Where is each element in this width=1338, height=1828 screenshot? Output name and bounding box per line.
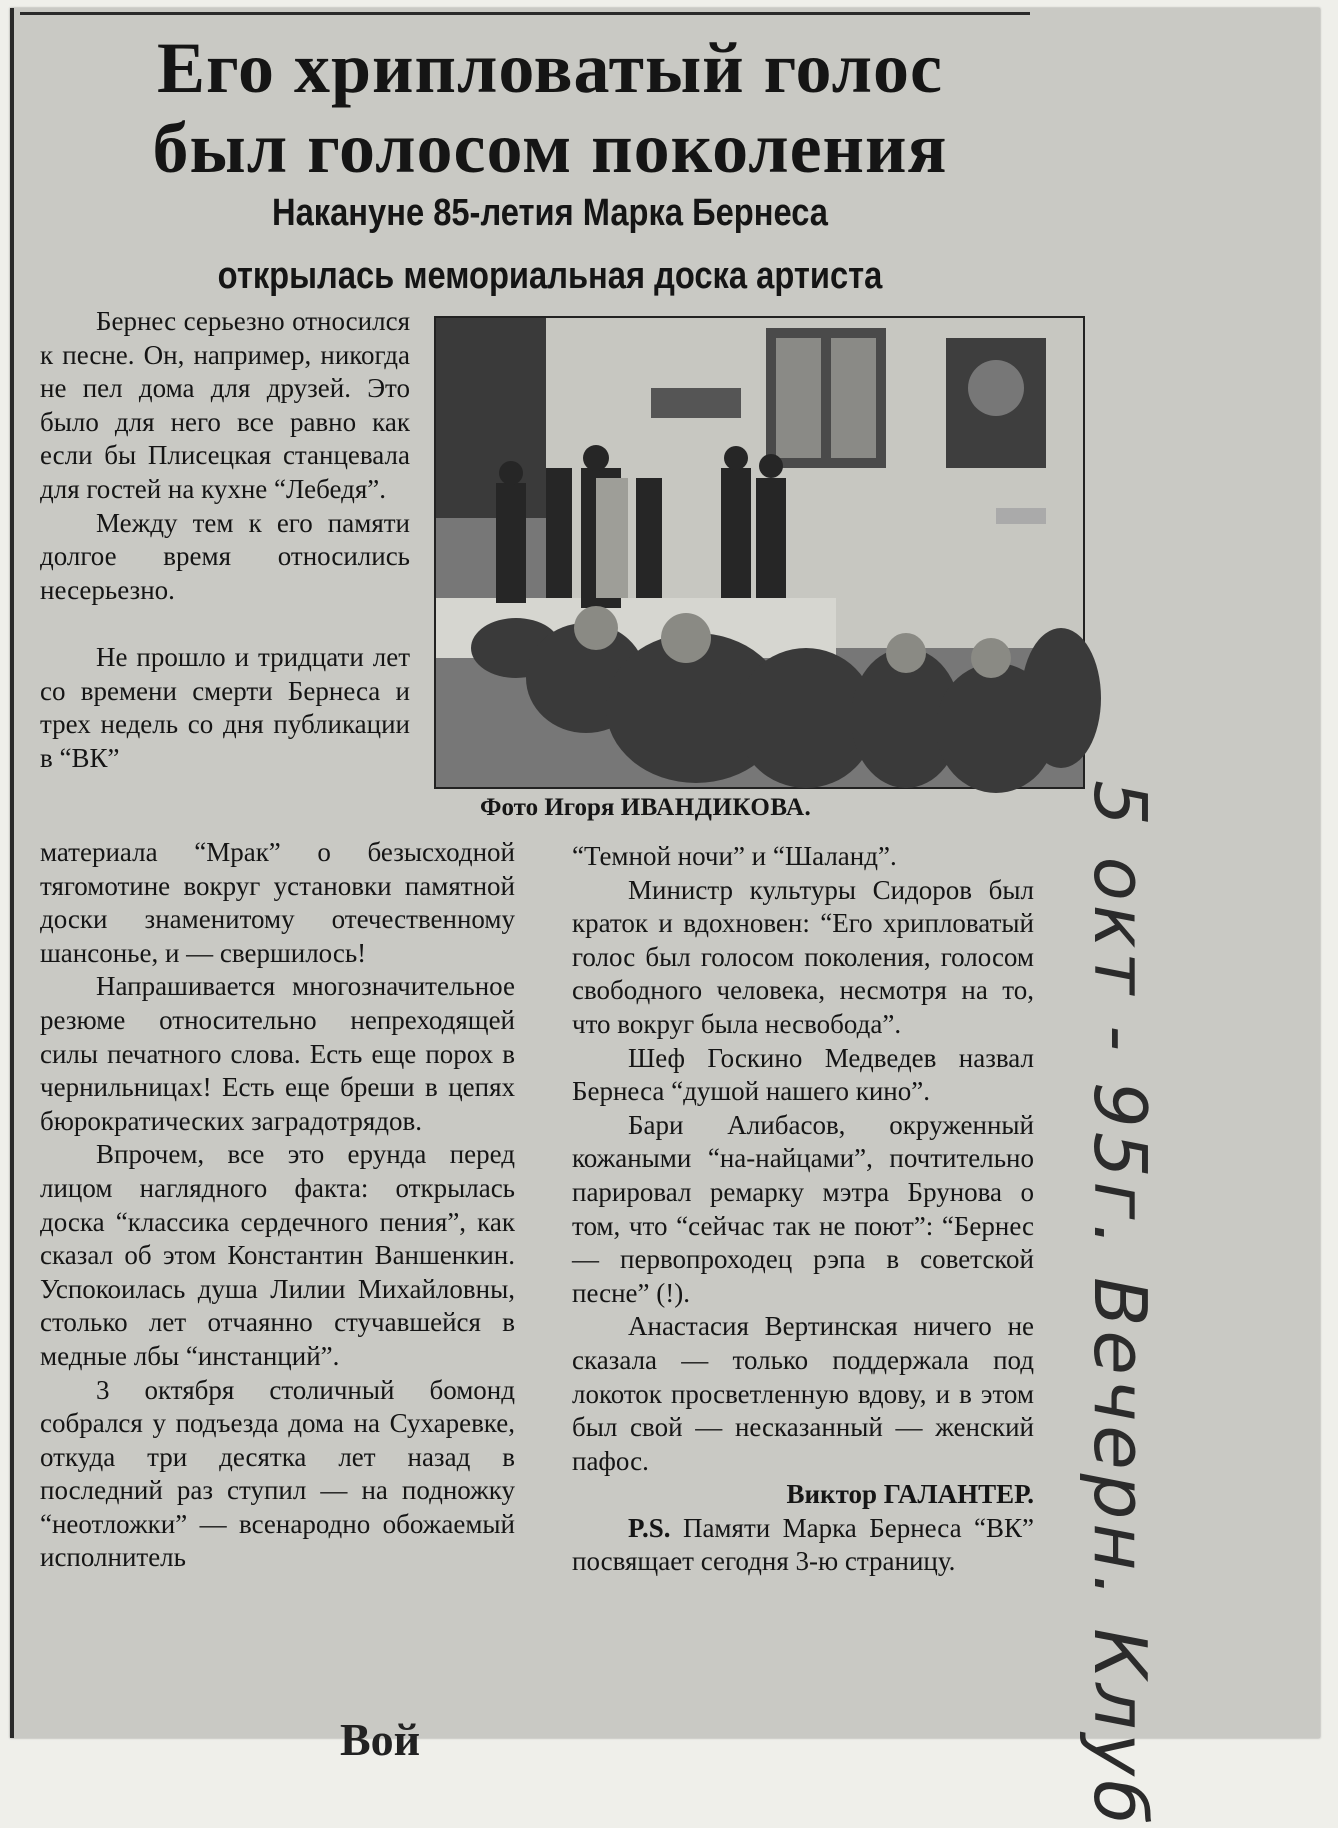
clipping-edge — [10, 8, 14, 1738]
article-column-1-bottom — [40, 836, 515, 1575]
article-column-1-top — [40, 305, 410, 775]
paragraph: Министр культуры Сидоров был краток и вдохновен: “Его хрипловатый голос был голосом поколения, голосом свободного человека, несмотря на то, что вокруг была несвобода”. — [572, 874, 1034, 1039]
article-column-2 — [572, 840, 1034, 1579]
postscript — [572, 1512, 1034, 1579]
memorial-photo — [434, 316, 1085, 789]
paragraph: Бернес серьезно относился к песне. Он, например, никогда не пел дома для друзей. Это было для него все равно как если бы Плисецкая станцевала для гостей на кухне “Лебедя”. — [40, 306, 410, 504]
headline-line-2: был голосом поколения — [152, 108, 948, 188]
photo-caption-prefix: Фото Игоря — [480, 794, 615, 821]
ps-text: Памяти Марка Бернеса “ВК” посвящает сегодня 3-ю страницу. — [572, 1512, 1035, 1577]
paragraph: Напрашивается многозначительное резюме относительно непреходящей силы печатного слова. Есть еще порох в чернильницах! Есть еще бреши в цепях бюрократических заградотрядов. — [40, 971, 515, 1136]
paragraph: “Темной ночи” и “Шаланд”. — [572, 841, 897, 871]
handwritten-note: 5 окт - 95г. Вечерн. Клуб — [1078, 780, 1162, 1828]
paragraph: Шеф Госкино Медведев назвал Бернеса “душой нашего кино”. — [572, 1042, 1034, 1107]
paragraph: Не прошло и тридцати лет со времени смерти Бернеса и трех недель со дня публикации в “ВК” — [40, 641, 410, 773]
ps-label: P.S. — [628, 1512, 671, 1543]
subheadline-line-2: открылась мемориальная доска артиста — [217, 255, 883, 297]
paragraph: Между тем к его памяти долгое время относились несерьезно. — [40, 507, 410, 605]
paragraph: Бари Алибасов, окруженный кожаными “на-найцами”, почтительно парировал ремарку мэтра Брунова о том, что “сейчас так не поют”: “Бернес — первопроходец рэпа в советской песне” (!). — [572, 1109, 1034, 1308]
subheadline-line-1: Накануне 85-летия Марка Бернеса — [271, 192, 828, 234]
memorial-photo-illustration — [436, 318, 1083, 787]
paragraph: материала “Мрак” о безысходной тягомотине вокруг установки памятной доски знаменитому отечественному шансонье, и — свершилось! — [40, 837, 515, 968]
top-rule — [20, 12, 1030, 15]
photo-caption-name: ИВАНДИКОВА. — [620, 794, 812, 821]
headline-line-1: Его хрипловатый голос — [157, 28, 943, 108]
paragraph: Анастасия Вертинская ничего не сказала — только поддержала под локоток просветленную вдову, и в этом был свой — несказанный — женский пафос. — [572, 1311, 1034, 1476]
photo-caption — [480, 794, 811, 822]
author-signature: Виктор ГАЛАНТЕР. — [786, 1479, 1034, 1510]
paragraph: Впрочем, все это ерунда перед лицом наглядного факта: открылась доска “классика сердечного пения”, как сказал об этом Константин Ваншенкин. Успокоилась душа Лилии Михайловны, столько лет отчаянно стучавшейся в медные лбы “инстанций”. — [40, 1139, 515, 1371]
paragraph: 3 октября столичный бомонд собрался у подъезда дома на Сухаревке, откуда три десятка лет назад в последний раз ступил — на подножку “неотложки” — всенародно обожаемый исполнитель — [40, 1374, 515, 1573]
next-article-fragment: Вой — [340, 1714, 421, 1765]
newspaper-clipping — [10, 8, 1320, 1828]
